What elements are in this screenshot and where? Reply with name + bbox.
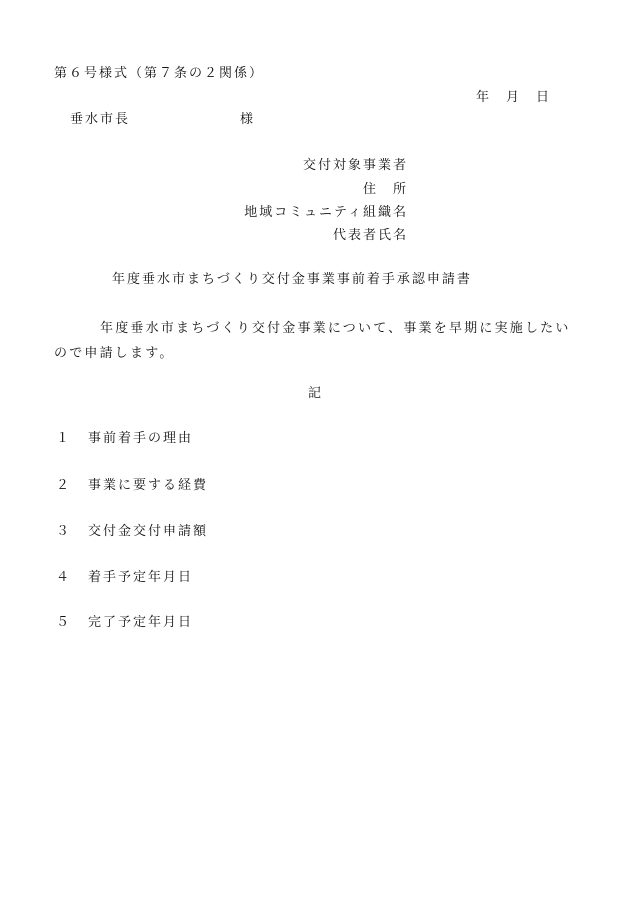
applicant-address-label: 住 所 [362,182,408,197]
list-item [56,478,208,494]
item-number: １ [56,431,72,446]
list-item [56,431,193,447]
addressee-mayor: 垂水市長 [70,112,131,127]
date-line: 年 月 日 [476,90,552,105]
item-number: ２ [56,478,72,493]
list-item [56,524,208,540]
list-item [56,615,193,631]
item-label: 事前着手の理由 [88,431,194,446]
item-label: 完了予定年月日 [88,615,194,630]
item-number: ３ [56,524,72,539]
body-paragraph: 年度垂水市まちづくり交付金事業について、事業を早期に実施したいので申請します。 [54,321,571,361]
list-item [56,570,193,586]
addressee-honorific: 様 [240,112,256,127]
item-label: 交付金交付申請額 [88,524,209,539]
applicant-representative-label: 代表者氏名 [332,228,408,243]
document-title: 年度垂水市まちづくり交付金事業事前着手承認申請書 [112,272,472,287]
applicant-label: 交付対象事業者 [302,158,408,173]
addressee [70,112,255,128]
form-number: 第６号様式（第７条の２関係） [54,66,265,81]
item-number: ４ [56,570,72,585]
applicant-organization-label: 地域コミュニティ組織名 [244,205,408,220]
item-label: 事業に要する経費 [88,478,209,493]
item-number: ５ [56,615,72,630]
item-label: 着手予定年月日 [88,570,194,585]
ki-heading: 記 [308,386,324,401]
